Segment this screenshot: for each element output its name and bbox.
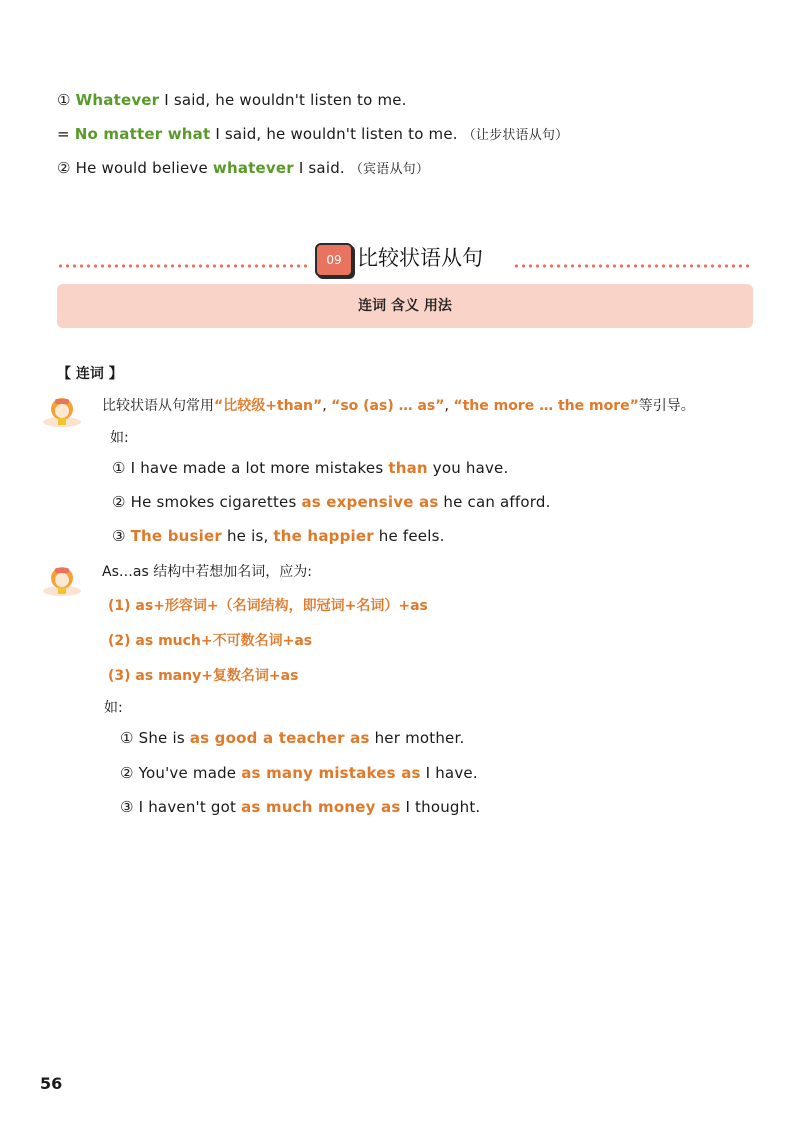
example-no-matter-what: = No matter what I said, he wouldn't listen to me. （让步状语从句）: [57, 125, 569, 143]
section-banner: 连词 含义 用法: [57, 284, 753, 328]
block1-example-1: ① I have made a lot more mistakes than you have.: [112, 459, 509, 477]
block1-ru-label: 如:: [110, 430, 129, 446]
example-whatever-1: ① Whatever I said, he wouldn't listen to me.: [57, 91, 407, 109]
block2-intro: As…as 结构中若想加名词，应为:: [102, 564, 312, 580]
block2-example-3: ③ I haven't got as much money as I thought.: [120, 798, 481, 816]
block2-example-1: ① She is as good a teacher as her mother.: [120, 729, 465, 747]
section-divider-right: [513, 264, 753, 268]
page-number: 56: [40, 1074, 63, 1093]
girl-avatar-icon: [41, 394, 83, 428]
block2-example-2: ② You've made as many mistakes as I have.: [120, 764, 478, 782]
block2-ru-label: 如:: [104, 700, 123, 716]
block2-rule-3: (3) as many+复数名词+as: [108, 668, 299, 684]
section-divider-left: [57, 264, 309, 268]
subsection-title: 【 连词 】: [57, 366, 123, 382]
block2-rule-1: (1) as+形容词+（名词结构，即冠词+名词）+as: [108, 598, 428, 614]
example-whatever-2: ② He would believe whatever I said. （宾语从句）: [57, 159, 430, 177]
block2-rule-2: (2) as much+不可数名词+as: [108, 633, 313, 649]
block1-example-3: ③ The busier he is, the happier he feels.: [112, 527, 445, 545]
girl-avatar-icon: [41, 563, 83, 597]
block1-example-2: ② He smokes cigarettes as expensive as he can afford.: [112, 493, 551, 511]
section-title: 比较状语从句: [357, 246, 483, 270]
section-number-badge: 09: [315, 243, 353, 277]
block1-intro: 比较状语从句常用“比较级+than”, “so (as) … as”, “the more … the more”等引导。: [102, 398, 695, 414]
